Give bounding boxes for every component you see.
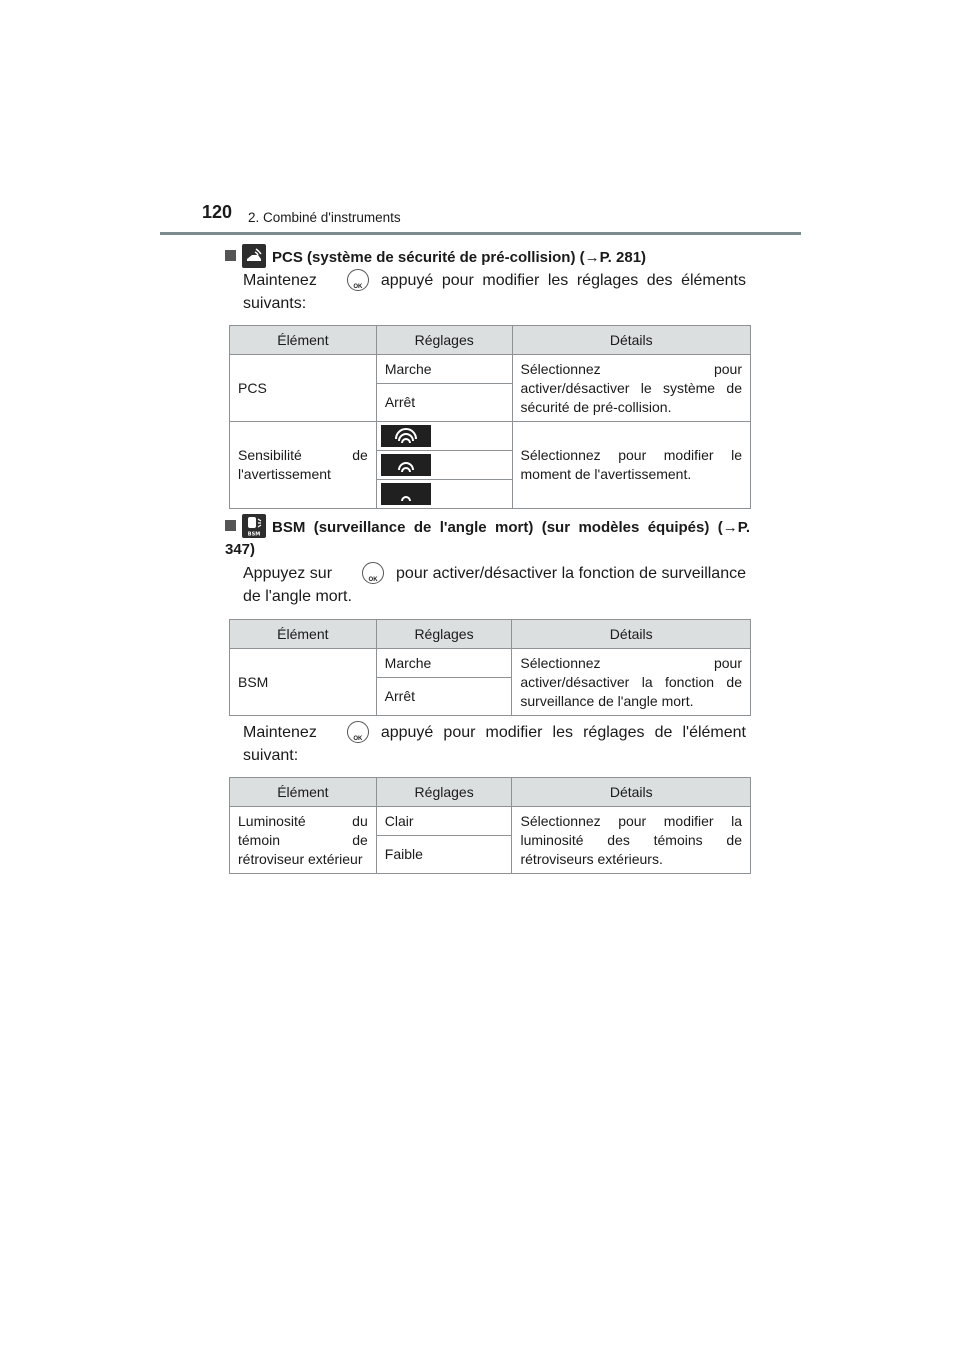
square-bullet-icon [225,520,236,531]
table-row [230,649,751,678]
bsm-instruction-start: Appuyez sur [243,565,333,582]
bsm-instruction-2-start: Maintenez [243,724,317,741]
pcs-heading [225,244,646,269]
ok-button-icon [347,721,369,743]
column-header: Détails [512,778,751,807]
table-cell-setting: Marche [376,355,512,384]
column-header: Élément [230,620,377,649]
column-header: Réglages [376,326,512,355]
table-cell-element: BSM [230,649,377,716]
table-row [230,422,751,451]
table-cell-element: Sensibilité de l'avertissement [230,422,377,509]
bsm-instruction-2-end: appuyé pour modifier les réglages de l'élément suivant: [243,724,746,764]
table-cell-setting: Arrêt [376,678,512,716]
table-cell-details: Sélectionnez pour activer/désactiver le système de sécurité de pré-collision. [512,355,751,422]
sensitivity-low-icon [381,483,431,505]
pcs-heading-text: PCS (système de sécurité de pré-collision) (→P. 281) [272,249,647,266]
table-cell-details: Sélectionnez pour activer/désactiver la fonction de surveillance de l'angle mort. [512,649,751,716]
table-cell-setting [376,451,512,480]
pcs-icon [242,244,266,268]
table-header-row [230,620,751,649]
column-header: Réglages [376,778,512,807]
bsm-instruction-end: pour activer/désactiver la fonction de surveillance de l'angle mort. [243,565,747,605]
bsm-heading-text: BSM (surveillance de l'angle mort) (sur modèles équipés) (→P. 347) [225,519,750,558]
chapter-title: 2. Combiné d'instruments [248,210,401,225]
table-cell-setting [376,480,512,509]
table-cell-setting: Clair [376,807,512,836]
table-cell-setting: Arrêt [376,384,512,422]
column-header: Réglages [376,620,512,649]
table-cell-element: Luminosité du témoin de rétroviseur extérieur [230,807,377,874]
table-cell-details: Sélectionnez pour modifier la luminosité des témoins de rétroviseurs extérieurs. [512,807,751,874]
sensitivity-high-icon [381,425,431,447]
page-header [160,200,801,236]
column-header: Détails [512,326,751,355]
table-cell-details: Sélectionnez pour modifier le moment de l'avertissement. [512,422,751,509]
svg-text:BSM: BSM [247,531,261,538]
bsm-instruction-2 [243,721,746,767]
page-number: 120 [202,202,233,222]
table-header-row [230,326,751,355]
table-header-row [230,778,751,807]
square-bullet-icon [225,250,236,261]
pcs-settings-table [229,325,751,509]
table-cell-setting: Marche [376,649,512,678]
pcs-instruction [243,269,746,315]
bsm-heading [225,514,750,561]
ok-button-icon [362,562,384,584]
ok-button-icon [347,269,369,291]
column-header: Détails [512,620,751,649]
bsm-icon [242,514,266,538]
bsm-instruction [243,562,746,608]
bsm-settings-table [229,619,751,716]
table-cell-setting [376,422,512,451]
table-row [230,355,751,384]
table-cell-setting: Faible [376,836,512,874]
table-cell-element: PCS [230,355,377,422]
pcs-instruction-start: Maintenez [243,272,317,289]
column-header: Élément [230,778,377,807]
header-rule [160,232,801,235]
table-row [230,807,751,836]
pcs-instruction-end: appuyé pour modifier les réglages des éléments suivants: [243,272,746,312]
sensitivity-medium-icon [381,454,431,476]
column-header: Élément [230,326,377,355]
bsm-indicator-table [229,777,751,874]
